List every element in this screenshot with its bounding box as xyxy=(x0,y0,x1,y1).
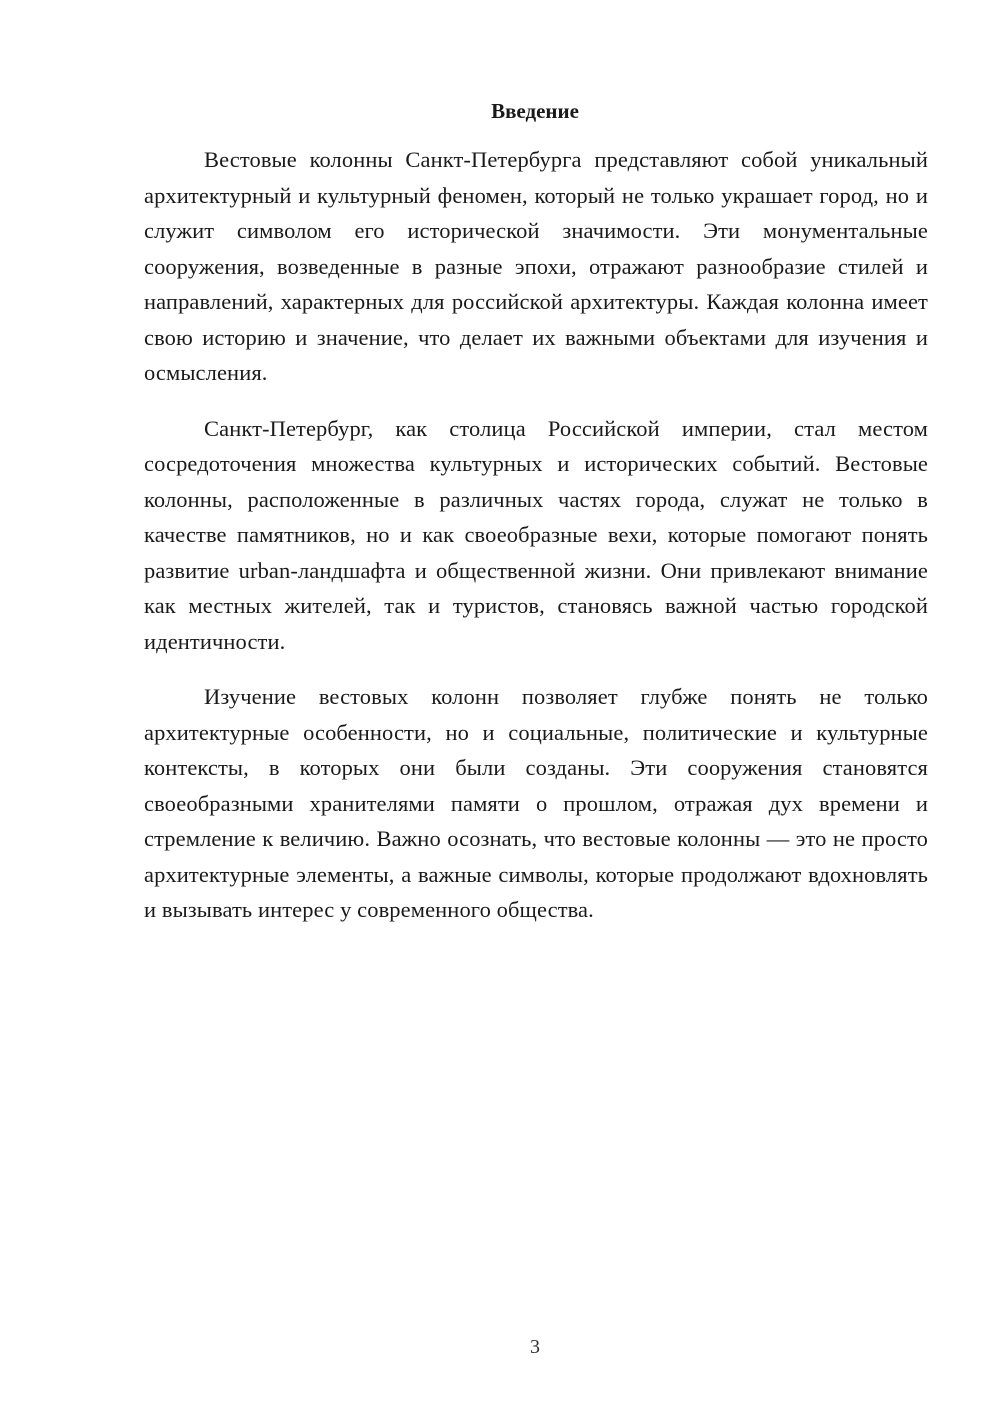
paragraph-3: Изучение вестовых колонн позволяет глубже понять не только архитектурные особенности, но и социальные, политические и культурные контексты, в которых они были созданы. Эти сооружения становятся своеобразными хранителями памяти о прошлом, отражая дух времени и стремление к величию. Важно осознать, что вестовые колонны — это не просто архитектурные элементы, а важные символы, которые продолжают вдохновлять и вызывать интерес у современного общества. xyxy=(144,684,928,922)
paragraph-2: Санкт-Петербург, как столица Российской империи, стал местом сосредоточения множества культурных и исторических событий. Вестовые колонны, расположенные в различных частях города, служат не только в качестве памятников, но и как своеобразные вехи, которые помогают понять развитие urban-ландшафта и общественной жизни. Они привлекают внимание как местных жителей, так и туристов, становясь важной частью городской идентичности. xyxy=(144,415,928,654)
section-heading: Введение xyxy=(491,99,579,123)
body-text xyxy=(144,142,928,948)
page-number: 3 xyxy=(530,1336,540,1358)
paragraph-1: Вестовые колонны Санкт-Петербурга представляют собой уникальный архитектурный и культурный феномен, который не только украшает город, но и служит символом его исторической значимости. Эти монументальные сооружения, возведенные в разные эпохи, отражают разнообразие стилей и направлений, характерных для российской архитектуры. Каждая колонна имеет свою историю и значение, что делает их важными объектами для изучения и осмысления. xyxy=(144,147,928,385)
